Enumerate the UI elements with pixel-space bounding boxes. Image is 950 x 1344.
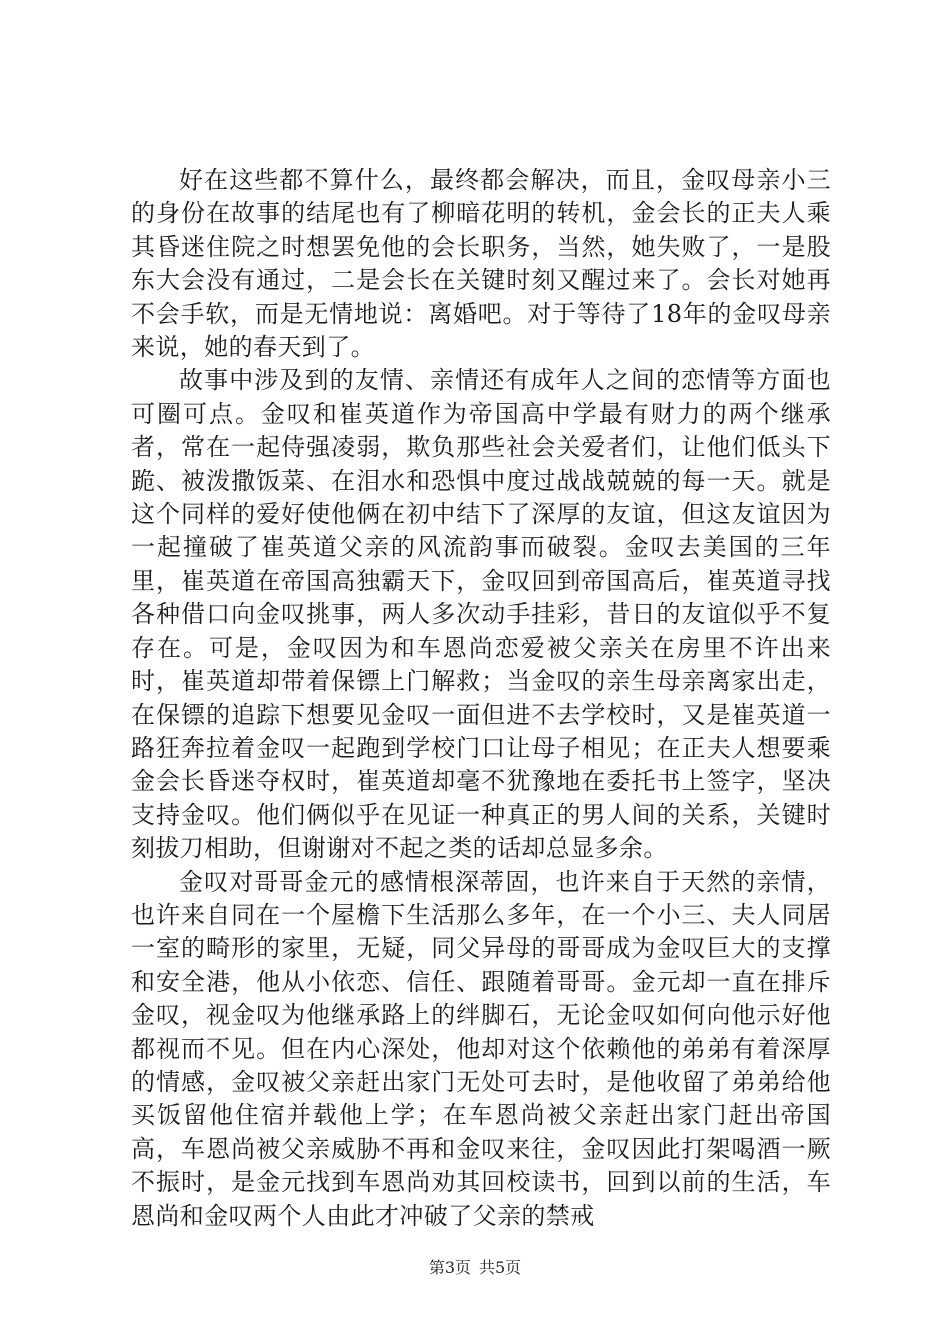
page-total: 共5页	[479, 1258, 522, 1277]
page-footer	[0, 1258, 950, 1278]
paragraph-3: 金叹对哥哥金元的感情根深蒂固，也许来自于天然的亲情，也许来自同在一个屋檐下生活那么多年，在一个小三、夫人同居一室的畸形的家里，无疑，同父异母的哥哥成为金叹巨大的支撑和安全港，他从小依恋、信任、跟随着哥哥。金元却一直在排斥金叹，视金叹为他继承路上的绊脚石，无论金叹如何向他示好他都视而不见。但在内心深处，他却对这个依赖他的弟弟有着深厚的情感，金叹被父亲赶出家门无处可去时，是他收留了弟弟给他买饭留他住宿并载他上学；在车恩尚被父亲赶出家门赶出帝国高，车恩尚被父亲威胁不再和金叹来往，金叹因此打架喝酒一厥不振时，是金元找到车恩尚劝其回校读书，回到以前的生活，车恩尚和金叹两个人由此才冲破了父亲的禁戒	[131, 867, 831, 1230]
page-number: 第3页	[428, 1258, 471, 1277]
paragraph-1: 好在这些都不算什么，最终都会解决，而且，金叹母亲小三的身份在故事的结尾也有了柳暗花明的转机，金会长的正夫人乘其昏迷住院之时想罢免他的会长职务，当然，她失败了，一是股东大会没有通过，二是会长在关键时刻又醒过来了。会长对她再不会手软，而是无情地说：离婚吧。对于等待了18年的金叹母亲来说，她的春天到了。	[131, 166, 831, 362]
body-text	[131, 164, 831, 1233]
paragraph-2: 故事中涉及到的友情、亲情还有成年人之间的恋情等方面也可圈可点。金叹和崔英道作为帝国高中学最有财力的两个继承者，常在一起侍强凌弱，欺负那些社会关爱者们，让他们低头下跪、被泼撒饭菜、在泪水和恐惧中度过战战兢兢的每一天。就是这个同样的爱好使他俩在初中结下了深厚的友谊，但这友谊因为一起撞破了崔英道父亲的风流韵事而破裂。金叹去美国的三年里，崔英道在帝国高独霸天下，金叹回到帝国高后，崔英道寻找各种借口向金叹挑事，两人多次动手挂彩，昔日的友谊似乎不复存在。可是，金叹因为和车恩尚恋爱被父亲关在房里不许出来时，崔英道却带着保镖上门解救；当金叹的亲生母亲离家出走，在保镖的追踪下想要见金叹一面但进不去学校时，又是崔英道一路狂奔拉着金叹一起跑到学校门口让母子相见；在正夫人想要乘金会长昏迷夺权时，崔英道却毫不犹豫地在委托书上签字，坚决支持金叹。他们俩似乎在见证一种真正的男人间的关系，关键时刻拔刀相助，但谢谢对不起之类的话却总显多余。	[131, 366, 831, 863]
